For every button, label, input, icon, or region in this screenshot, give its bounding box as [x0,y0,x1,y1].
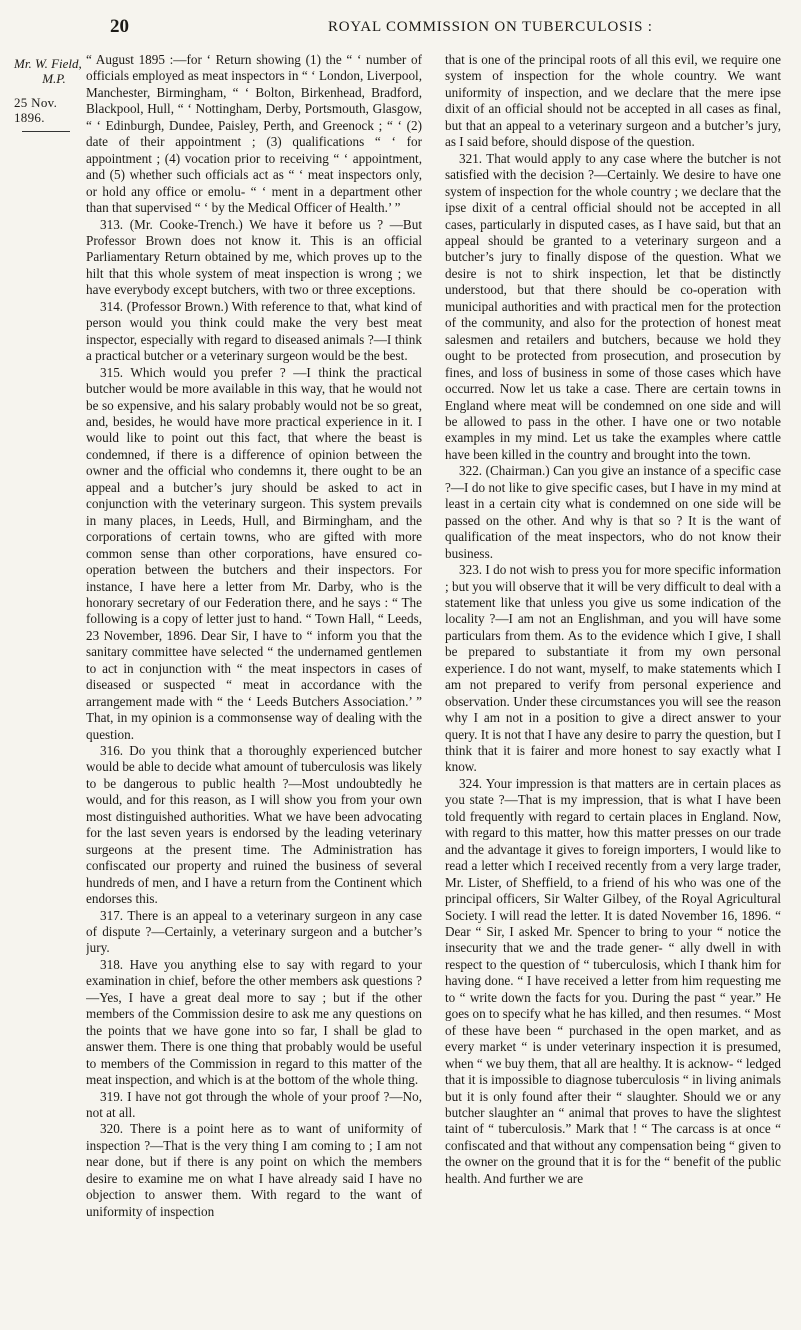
paragraph: 317. There is an appeal to a veterinary surgeon in any case of dispute ?—Certainly, a veterinary surgeon and a butcher’s jury. [86,907,422,956]
paragraph: 323. I do not wish to press you for more specific information ; but you will observe that it will be very difficult to deal with a statement like that unless you give us some indication of the locality ?—I am not an Englishman, and you will have some particulars from them. As to the evidence which I give, I shall be prepared to substantiate it from my own personal experience. I do not want, myself, to make statements which I am not prepared to verify from personal experience and observation. Under these circumstances you will see the reason why I am not in a position to give a direct answer to your query. It is not that I have any desire to parry the question, but I think that it is fairer and more honest to say exactly what I know. [445,562,781,775]
paragraph: 314. (Professor Brown.) With reference to that, what kind of person would you think could make the very best meat inspector, especially with regard to diseased animals ?—I think a practical butcher or a veterinary surgeon would be the best. [86,298,422,364]
running-title: ROYAL COMMISSION ON TUBERCULOSIS : [328,19,653,35]
paragraph: “ August 1895 :—for ‘ Return showing (1) the “ ‘ number of officials employed as meat inspectors in “ ‘ London, Liverpool, Manchester, Birmingham, “ ‘ Bolton, Birkenhead, Bradford, Blackpool, Hull, “ ‘ Nottingham, Derby, Portsmouth, Glasgow, “ ‘ Edinburgh, Dundee, Paisley, Perth, and Greenock ; “ ‘ (2) date of their appointment ; (3) qualifications “ ‘ for appointment ; (4) vocation prior to receiving “ ‘ appointment, and (5) whether such officials act as “ ‘ meat inspectors only, or hold any office or emolu- “ ‘ ment in a department other than that supervised “ ‘ by the Medical Officer of Health.’ ” [86,52,422,216]
paragraph: 313. (Mr. Cooke-Trench.) We have it before us ? —But Professor Brown does not know it. This is an official Parliamentary Return obtained by me, which proves up to the hilt that this whole system of meat inspection is wrong ; we have everybody except butchers, with two or three exceptions. [86,216,422,298]
page-number: 20 [110,16,129,37]
left-column [86,52,422,1316]
paragraph: 324. Your impression is that matters are in certain places as you state ?—That is my impression, that is what I have been told frequently with regard to certain places in England. Now, with regard to this matter, how this matter presses on our trade and the advantage it gives to foreign importers, I would like to read a letter which I received recently from a very large trader, Mr. Lister, of Sheffield, to a friend of his who was one of the principal officers, Sir Walter Gilbey, of the Royal Agricultural Society. I will read the letter. It is dated November 16, 1896. “ Dear “ Sir, I asked Mr. Spencer to bring to your “ notice the insecurity that we and the trade gener- “ ally dwell in with respect to the question of “ tuberculosis, which I thank him for having done. “ I have received a letter from him requesting me to “ write down the facts for you. During the past “ year.” He goes on to specify what he has killed, and then resumes. “ Most of these have been “ purchased in the open market, and as every market “ is under veterinary inspection it is presumed, when “ we buy them, that all are healthy. It is acknow- “ ledged that it is impossible to diagnose tuberculosis “ in living animals but it is only found after their “ slaughter. Should we or any butcher slaughter an “ animal that proves to have the slightest taint of “ tuberculosis.” Mark that ! “ The carcass is at once “ confiscated and that without any compensation being “ given to the owner on the ground that it is for the “ benefit of the public health. And further we are [445,775,781,1186]
paragraph: 316. Do you think that a thoroughly experienced butcher would be able to decide what amount of tuberculosis was likely to be dangerous to public health ?—Most undoubtedly he would, and for this reason, as I will show you from your own most distinguished authorities. What we have been advocating for the last seven years is endorsed by the leading veterinary surgeons at the present time. The Administration has confiscated our property and ruined the business of several hundreds of men, and I have a return from the Continent which endorses this. [86,743,422,907]
paragraph: 319. I have not got through the whole of your proof ?—No, not at all. [86,1088,422,1120]
paragraph: that is one of the principal roots of all this evil, we require one system of inspection for the whole country. We want uniformity of inspection, and we declare that the mere ipse dixit of an official should not be accepted in all cases as final, but that an appeal to a veterinary surgeon and a butcher’s jury, as I said before, should dispose of the question. [445,52,781,150]
witness-title: M.P. [42,71,66,86]
margin-rule [22,131,70,132]
sitting-date: 25 Nov. 1896. [14,95,58,125]
margin-note [14,56,84,132]
paragraph: 321. That would apply to any case where the butcher is not satisfied with the decision ?—Certainly. We desire to have one system of inspection for the whole country ; we declare that the ipse dixit of a central official should not be accepted in all cases, particularly in disputed cases, as I have said, but that an appeal should be granted to a veterinary surgeon and a butcher’s jury to finally dispose of the question. What we desire is not to shirk inspection, let that be distinctly understood, but that there should be co-operation with municipal authorities and with practical men for the protection of the community, and also for the protection of honest meat salesmen and retailers and butchers, because we hold they ought to be protected from prosecution, and prosecution by fines, and loss of business in some of those cases which have occurred. Now let us take a case. There are certain towns in England where meat will be condemned on one side and will be allowed to pass in the other. I have one or two notable examples in my mind. Let us take the examples where cattle have been killed in the country and brought into the town. [445,150,781,462]
paragraph: 318. Have you anything else to say with regard to your examination in chief, before the other members ask questions ?—Yes, I have a great deal more to say ; but if the other members of the Commission desire to ask me any questions on the points that we have gone into so far, I shall be glad to answer them. There is one thing that probably would be useful to members of the Commission in regard to this matter of the meat inspection, and which is at the bottom of the whole thing. [86,956,422,1088]
witness-name: Mr. W. Field, [14,56,82,71]
paragraph: 320. There is a point here as to want of uniformity of inspection ?—That is the very thing I am coming to ; I am not near done, but if there is any point on which the members desire to examine me on what I have already said I have no objection to answer them. With regard to the want of uniformity of inspection [86,1121,422,1219]
right-column [445,52,781,1316]
page-header [18,16,783,38]
paragraph: 315. Which would you prefer ? —I think the practical butcher would be more available in this way, that he would not be so expensive, and his salary probably would not be so great, and, besides, he would have more practical experience in it. I would like to point out this fact, that where the beast is condemned, if there is a difference of opinion between the owner and the official who condemns it, there ought to be an appeal and a butcher’s jury should be asked to act in conjunction with the veterinary surgeon. This system prevails in many places, in Leeds, Hull, and Birmingham, and the corporations of certain towns, who are gifted with more common sense than other corporations, have ensured co-operation between the butchers and their inspectors. For instance, I have here a letter from Mr. Darby, who is the honorary secretary of our Federation there, and he says : “ The following is a copy of letter just to hand. “ Town Hall, “ Leeds, 23 November, 1896. Dear Sir, I have to “ inform you that the sanitary committee have selected “ the undernamed gentlemen to act in conjunction with “ the meat inspectors in cases of diseased or suspected “ meat in accordance with the arrangement made with “ the ‘ Leeds Butchers Association.’ ” That, in my opinion is a commonsense way of dealing with the question. [86,364,422,742]
paragraph: 322. (Chairman.) Can you give an instance of a specific case ?—I do not like to give specific cases, but I have in my mind at least in a certain city what is condemned on one side will be passed on the other. And why is that so ? It is the want of qualification of the meat inspectors, who do not know their business. [445,463,781,561]
